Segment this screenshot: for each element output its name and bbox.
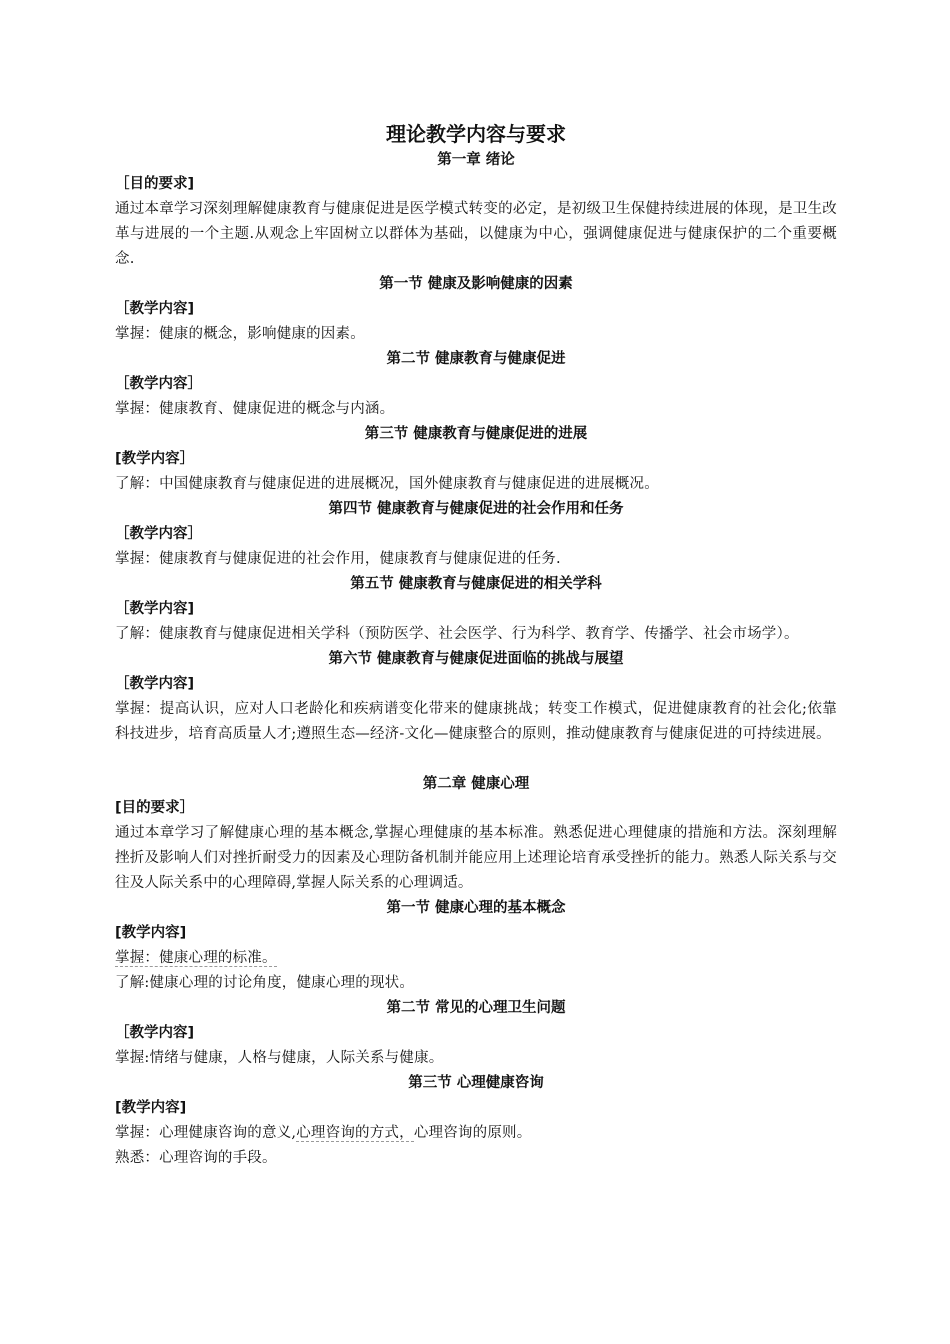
chapter-1-title: 第一章 绪论 — [437, 152, 515, 168]
ch1-section-1-title: 第一节 健康及影响健康的因素 — [379, 276, 573, 292]
ch1-section-4-label: ［教学内容］ — [115, 526, 202, 542]
ch1-section-6-label: ［教学内容] — [115, 676, 195, 692]
chapter-1-objective-text: 通过本章学习深刻理解健康教育与健康促进是医学模式转变的必定，是初级卫生保健持续进展的体现，是卫生改革与进展的一个主题.从观念上牢固树立以群体为基础，以健康为中心，强调健康促进与健康保护的二个重要概念. — [115, 201, 837, 267]
chapter-2-objective-text: 通过本章学习了解健康心理的基本概念,掌握心理健康的基本标准。熟悉促进心理健康的措施和方法。深刻理解挫折及影响人们对挫折耐受力的因素及心理防备机制并能应用上述理论培育承受挫折的能力。熟悉人际关系与交往及人际关系中的心理障碍,掌握人际关系的心理调适。 — [115, 825, 837, 891]
ch1-section-1-text: 掌握：健康的概念，影响健康的因素。 — [115, 326, 365, 342]
ch1-section-5-text: 了解：健康教育与健康促进相关学科（预防医学、社会医学、行为科学、教育学、传播学、社会市场学）。 — [115, 626, 799, 642]
ch1-section-3-label: [教学内容］ — [115, 451, 195, 467]
ch2-section-1-line-1 — [115, 946, 837, 971]
ch1-section-2-text: 掌握：健康教育、健康促进的概念与内涵。 — [115, 401, 395, 417]
ch1-section-6-text: 掌握：提高认识，应对人口老龄化和疾病谱变化带来的健康挑战；转变工作模式，促进健康教育的社会化;依靠科技进步，培育高质量人才;遵照生态—经济-文化—健康整合的原则，推动健康教育与健康促进的可持续进展。 — [115, 701, 837, 742]
ch2-section-2-label: ［教学内容] — [115, 1025, 195, 1041]
ch2-section-1-title: 第一节 健康心理的基本概念 — [386, 900, 566, 916]
ch2-section-3-line-1-b: 心理咨询的方式， — [296, 1125, 414, 1141]
ch2-section-3-line-1-c: 心理咨询的原则。 — [413, 1125, 532, 1141]
chapter-spacer — [115, 747, 837, 772]
ch1-section-2-title: 第二节 健康教育与健康促进 — [386, 351, 566, 367]
ch2-section-1-label: [教学内容] — [115, 925, 187, 941]
ch2-section-3-line-2: 熟悉：心理咨询的手段。 — [115, 1150, 277, 1166]
ch2-section-3-line-1 — [115, 1121, 837, 1146]
chapter-1-objective-label: ［目的要求] — [115, 176, 195, 192]
ch2-section-1-line-1-text: 掌握：健康心理的标准。 — [115, 950, 277, 966]
ch1-section-2-label: ［教学内容］ — [115, 376, 202, 392]
ch2-section-1-line-2: 了解:健康心理的讨论角度，健康心理的现状。 — [115, 975, 415, 991]
ch2-section-2-title: 第二节 常见的心理卫生问题 — [386, 1000, 566, 1016]
ch1-section-1-label: ［教学内容] — [115, 301, 195, 317]
ch1-section-5-title: 第五节 健康教育与健康促进的相关学科 — [350, 576, 602, 592]
ch1-section-3-title: 第三节 健康教育与健康促进的进展 — [364, 426, 588, 442]
document-title: 理论教学内容与要求 — [386, 122, 566, 146]
ch1-section-4-title: 第四节 健康教育与健康促进的社会作用和任务 — [328, 501, 624, 517]
document-page — [115, 120, 837, 1171]
ch2-section-3-title: 第三节 心理健康咨询 — [408, 1075, 544, 1091]
chapter-2-objective-label: [目的要求］ — [115, 800, 195, 816]
ch2-section-3-label: [教学内容] — [115, 1100, 187, 1116]
ch2-section-3-line-1-a: 掌握：心理健康咨询的意义, — [115, 1125, 297, 1141]
ch1-section-3-text: 了解：中国健康教育与健康促进的进展概况，国外健康教育与健康促进的进展概况。 — [115, 476, 659, 492]
ch1-section-6-title: 第六节 健康教育与健康促进面临的挑战与展望 — [328, 651, 624, 667]
ch2-section-2-line-1: 掌握:情绪与健康，人格与健康，人际关系与健康。 — [115, 1050, 444, 1066]
chapter-2-title: 第二章 健康心理 — [422, 776, 530, 792]
ch1-section-5-label: ［教学内容] — [115, 601, 195, 617]
ch1-section-4-text: 掌握：健康教育与健康促进的社会作用，健康教育与健康促进的任务. — [115, 551, 561, 567]
